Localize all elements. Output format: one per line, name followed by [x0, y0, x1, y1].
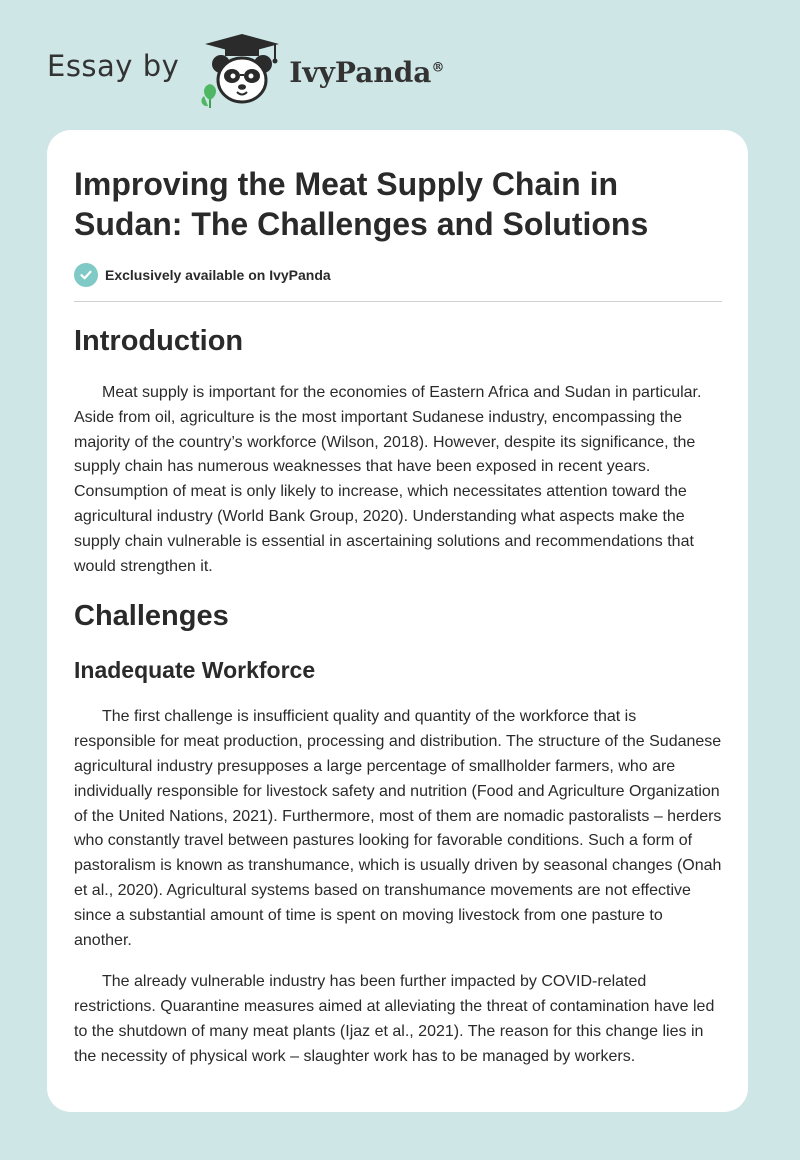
registered-mark: ® [431, 60, 445, 76]
panda-logo-icon [197, 30, 287, 110]
challenges-heading: Challenges [74, 600, 229, 633]
inadequate-workforce-heading: Inadequate Workforce [74, 657, 316, 684]
site-header [47, 30, 444, 110]
ivypanda-logo[interactable] [197, 30, 287, 110]
exclusive-label: Exclusively available on IvyPanda [105, 267, 331, 283]
workforce-paragraph-2: The already vulnerable industry has been further impacted by COVID-related restrictions. Quarantine measures aimed at alleviating the threat of contamination have led to the shutdown of many meat plants (Ijaz et al., 2021). The reason for this change lies in the necessity of physical work – slaughter work has to be managed by workers. [74, 973, 715, 1065]
check-icon [74, 263, 98, 287]
introduction-heading: Introduction [74, 325, 244, 357]
introduction-paragraph: Meat supply is important for the economies of Eastern Africa and Sudan in particular. Aside from oil, agriculture is the most important Sudanese industry, encompassing the majority of the country’s workforce (Wilson, 2018). However, despite its significance, the supply chain has numerous weaknesses that have been exposed in recent years. Consumption of meat is only likely to increase, which necessitates attention toward the agricultural industry (World Bank Group, 2020). Understanding what aspects make the supply chain vulnerable is essential in ascertaining solutions and recommendations that would strengthen it. [74, 384, 702, 575]
title-divider [74, 301, 722, 302]
essay-title: Improving the Meat Supply Chain in Sudan: The Challenges and Solutions [74, 166, 649, 242]
essay-card [47, 130, 748, 1112]
exclusive-notice [74, 263, 722, 287]
brand-name [289, 56, 444, 89]
essay-by-label: Essay by [47, 49, 180, 83]
brand-name-text: IvyPanda [289, 55, 432, 89]
workforce-paragraph-1: The first challenge is insufficient quality and quantity of the workforce that is responsible for meat production, processing and distribution. The structure of the Sudanese agricultural industry presupposes a large percentage of smallholder farmers, who are individually responsible for livestock safety and nutrition (Food and Agriculture Organization of the United Nations, 2021). Furthermore, most of them are nomadic pastoralists – herders who constantly travel between pastures looking for favorable conditions. Such a form of pastoralism is known as transhumance, which is usually driven by seasonal changes (Onah et al., 2020). Agricultural systems based on transhumance movements are not effective since a substantial amount of time is spent on moving livestock from one pasture to another. [74, 708, 722, 949]
